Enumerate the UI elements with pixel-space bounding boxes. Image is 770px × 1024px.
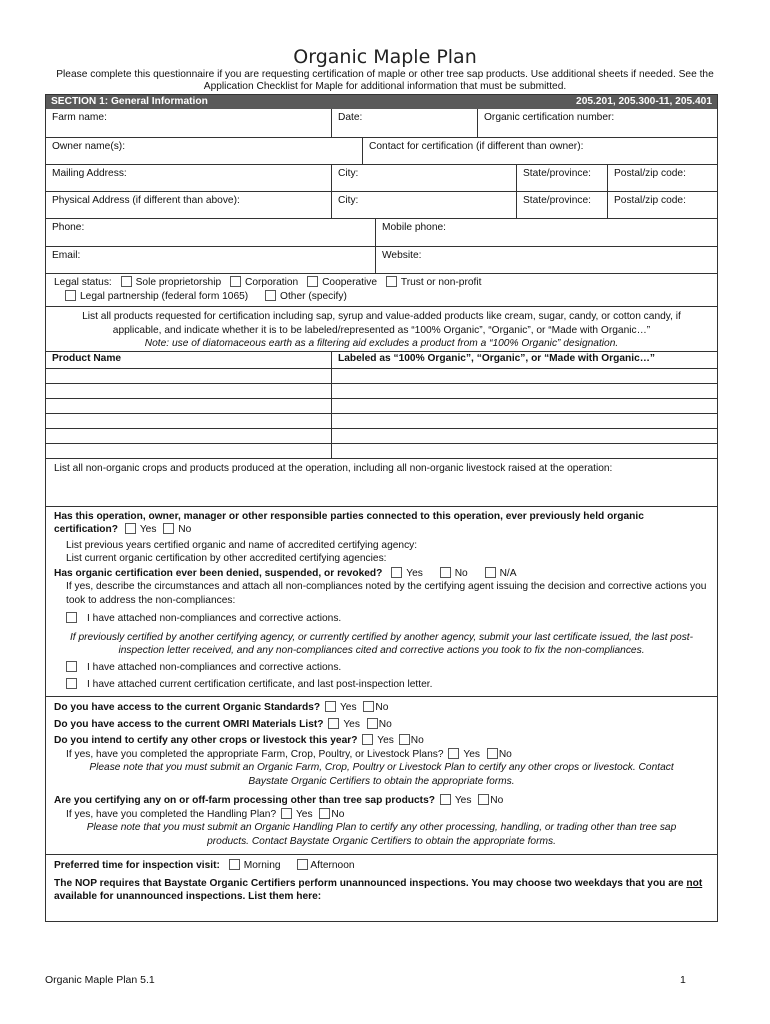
access-q3a: If yes, have you completed the appropriate Farm, Crop, Poultry, or Livestock Plans? [66, 748, 444, 760]
checkbox-partnership[interactable] [65, 290, 76, 301]
checkbox-q1-yes[interactable] [125, 523, 136, 534]
option-cooperative: Cooperative [322, 277, 377, 288]
footer-page-number: 1 [680, 974, 686, 986]
checkbox-a4a-no[interactable] [319, 808, 330, 819]
legal-status [46, 273, 717, 306]
phone-field[interactable]: Phone: [52, 222, 85, 233]
mobile-field[interactable]: Mobile phone: [375, 219, 717, 246]
morning-label: Morning [243, 860, 281, 871]
postal-field[interactable]: Postal/zip code: [607, 165, 717, 191]
page-title: Organic Maple Plan [293, 46, 477, 68]
products-instructions [46, 306, 717, 351]
a3-no-label: No [410, 734, 424, 746]
checkbox-a1-yes[interactable] [325, 701, 336, 712]
table-row[interactable] [46, 368, 717, 383]
postal-field-2[interactable]: Postal/zip code: [607, 192, 717, 218]
inspection-section [46, 854, 717, 921]
city-field[interactable]: City: [331, 165, 516, 191]
email-field[interactable]: Email: [52, 250, 81, 261]
nonorganic-field[interactable]: List all non-organic crops and products produced at the operation, including all non-organic livestock raised at the operation: [46, 458, 717, 506]
a4-no-label: No [490, 795, 504, 806]
checkbox-a1-no[interactable] [363, 701, 374, 712]
intro-text: Please complete this questionnaire if you are requesting certification of maple or other tree sap products. Use additional sheets if needed. See the Application Checklist for Maple for additional information that must be submitted. [56, 69, 714, 92]
date-field[interactable]: Date: [331, 109, 477, 137]
history-q1b: List current organic certification by other accredited certifying agencies: [66, 553, 387, 564]
option-partnership: Legal partnership (federal form 1065) [80, 290, 249, 302]
access-q3: Do you intend to certify any other crops or livestock this year? [54, 734, 358, 746]
checkbox-q2-yes[interactable] [391, 567, 402, 578]
nop-not: not [686, 877, 703, 889]
checkbox-a3a-yes[interactable] [448, 748, 459, 759]
option-other: Other (specify) [280, 290, 347, 302]
checkbox-a2-no[interactable] [367, 718, 378, 729]
option-corporation: Corporation [244, 277, 299, 288]
contact-field[interactable]: Contact for certification (if different than owner): [362, 138, 717, 164]
products-table [46, 368, 717, 458]
history-q2a: If yes, describe the circumstances and attach all non-compliances noted by the certifying agent issuing the decision and corrective actions you took to address the non-compliances: [66, 581, 707, 606]
city-field-2[interactable]: City: [331, 192, 516, 218]
a2-yes-label: Yes [343, 718, 360, 730]
q1-no-label: No [178, 523, 192, 535]
section-title: SECTION 1: General Information [51, 96, 208, 107]
afternoon-label: Afternoon [310, 860, 355, 871]
q1-yes-label: Yes [139, 523, 157, 535]
checkbox-a4-no[interactable] [478, 794, 489, 805]
checkbox-q2-na[interactable] [485, 567, 496, 578]
checkbox-a4a-yes[interactable] [281, 808, 292, 819]
access-q3-note: Please note that you must submit an Organic Farm, Crop, Poultry or Livestock Plan to certify any other crops or livestock. Contact Baystate Organic Certifiers to obtain the appropriate forms. [89, 762, 674, 787]
option-sole: Sole proprietorship [135, 277, 222, 288]
a1-yes-label: Yes [339, 701, 357, 713]
checkbox-attached-1[interactable] [66, 612, 77, 623]
checkbox-q2-no[interactable] [440, 567, 451, 578]
checkbox-morning[interactable] [229, 859, 240, 870]
checkbox-afternoon[interactable] [297, 859, 308, 870]
a2-no-label: No [378, 718, 392, 730]
a3-yes-label: Yes [377, 734, 394, 746]
history-q1: Has this operation, owner, manager or other responsible parties connected to this operation, ever previously held organic certification? [54, 510, 644, 535]
checkbox-a3a-no[interactable] [487, 748, 498, 759]
history-note: If previously certified by another certifying agency, or currently certified by another agency, submit your last certificate issued, the last post-inspection letter received, and any non-compliances cited and corrective actions you took to fix the non-compliances. [69, 631, 694, 656]
products-instruction-text: List all products requested for certification including sap, syrup and value-added products like cream, sugar, candy, or cotton candy, if applicable, and indicate whether it is to be labeled/represented as “100% Organic”, “Organic”, or “Made with Organic…” [82, 311, 681, 336]
checkbox-q1-no[interactable] [163, 523, 174, 534]
attached-3-label: I have attached current certification certificate, and last post-inspection letter. [87, 679, 433, 690]
a3a-yes-label: Yes [463, 748, 480, 760]
a1-no-label: No [375, 701, 389, 713]
history-section [46, 506, 717, 696]
access-q4-note: Please note that you must submit an Organic Handling Plan to certify any other processing, handling, or trading other than tree sap products. Contact Baystate Organic Certifiers to obtain the appropriate forms. [86, 822, 677, 847]
q2-na-label: N/A [499, 567, 517, 579]
checkbox-sole[interactable] [121, 276, 132, 287]
col-labeled-as: Labeled as “100% Organic”, “Organic”, or “Made with Organic…” [331, 352, 717, 368]
table-row[interactable] [46, 428, 717, 443]
nop-statement [54, 877, 709, 904]
col-product-name: Product Name [52, 352, 122, 364]
history-q1a: List previous years certified organic and name of accredited certifying agency: [66, 539, 418, 551]
q2-no-label: No [454, 567, 468, 579]
checkbox-a3-yes[interactable] [362, 734, 373, 745]
form [45, 94, 718, 922]
footer-doc-name: Organic Maple Plan 5.1 [45, 974, 155, 986]
a3a-no-label: No [498, 748, 512, 760]
website-field[interactable]: Website: [375, 247, 717, 273]
cert-number-field[interactable]: Organic certification number: [477, 109, 717, 137]
history-q2: Has organic certification ever been denied, suspended, or revoked? [54, 567, 383, 579]
farm-name-field[interactable]: Farm name: [52, 112, 107, 123]
access-q1: Do you have access to the current Organic Standards? [54, 701, 321, 713]
physical-address-field[interactable]: Physical Address (if different than above): [52, 195, 240, 206]
attached-1-label: I have attached non-compliances and corrective actions. [87, 613, 342, 624]
section-refs: 205.201, 205.300-11, 205.401 [576, 96, 712, 107]
checkbox-trust[interactable] [386, 276, 397, 287]
checkbox-attached-2[interactable] [66, 661, 77, 672]
state-field-2[interactable]: State/province: [516, 192, 607, 218]
products-header [46, 351, 717, 368]
attached-2-label: I have attached non-compliances and corrective actions. [87, 661, 342, 673]
access-q4a: If yes, have you completed the Handling Plan? [66, 808, 277, 820]
nop-text-a: The NOP requires that Baystate Organic Certifiers perform unannounced inspections. You may choose two weekdays that you are [54, 877, 684, 889]
access-section [46, 696, 717, 855]
checkbox-corporation[interactable] [230, 276, 241, 287]
checkbox-a2-yes[interactable] [328, 718, 339, 729]
checkbox-a3-no[interactable] [399, 734, 410, 745]
q2-yes-label: Yes [406, 567, 423, 579]
checkbox-other[interactable] [265, 290, 276, 301]
legal-status-label: Legal status: [54, 277, 112, 288]
checkbox-cooperative[interactable] [307, 276, 318, 287]
nop-text-b: available for unannounced inspections. List them here: [54, 891, 322, 902]
products-note: Note: use of diatomaceous earth as a filtering aid excludes a product from a “100% Organic” designation. [144, 338, 619, 349]
inspection-label: Preferred time for inspection visit: [54, 860, 220, 871]
owner-field[interactable]: Owner name(s): [52, 141, 126, 152]
table-row[interactable] [46, 443, 717, 458]
a4-yes-label: Yes [454, 795, 472, 806]
checkbox-a4-yes[interactable] [440, 794, 451, 805]
a4a-yes-label: Yes [295, 808, 313, 820]
access-q2: Do you have access to the current OMRI Materials List? [54, 718, 324, 730]
state-field[interactable]: State/province: [516, 165, 607, 191]
section-header [46, 95, 717, 109]
mailing-address-field[interactable]: Mailing Address: [52, 168, 127, 179]
checkbox-attached-3[interactable] [66, 678, 77, 689]
access-q4: Are you certifying any on or off-farm processing other than tree sap products? [54, 795, 435, 806]
table-row[interactable] [46, 398, 717, 413]
table-row[interactable] [46, 413, 717, 428]
option-trust: Trust or non-profit [400, 277, 482, 288]
a4a-no-label: No [331, 808, 345, 820]
table-row[interactable] [46, 383, 717, 398]
